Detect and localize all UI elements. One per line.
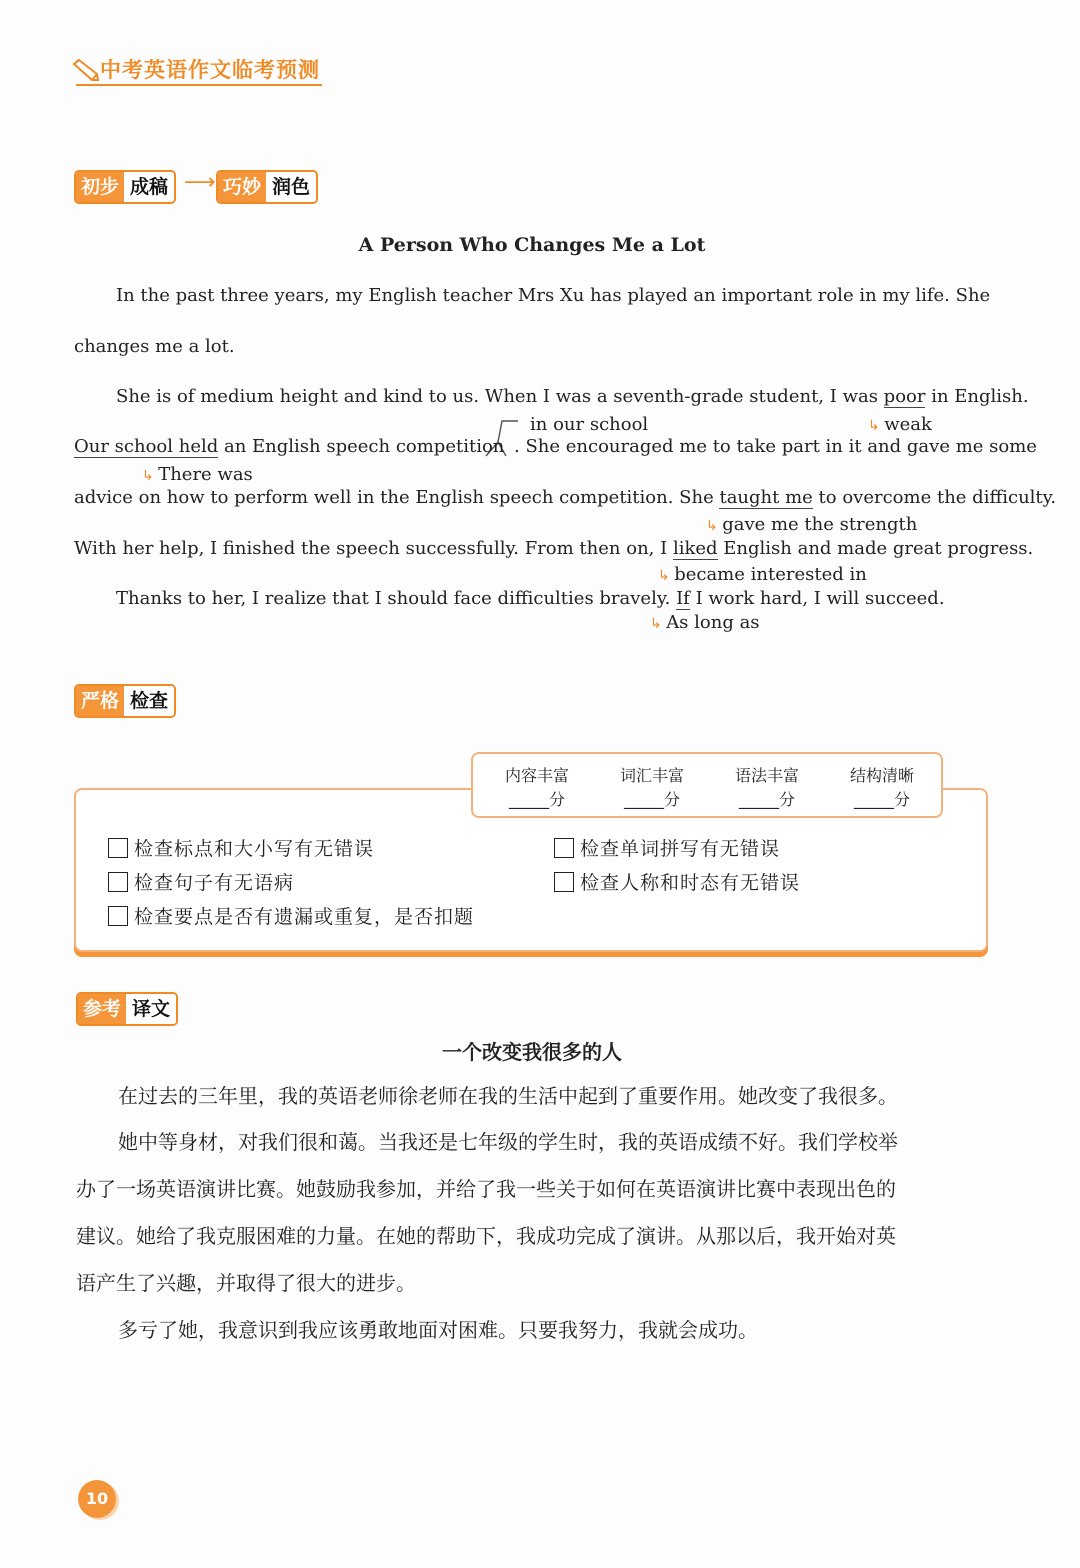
essay-text: English and made great progress. <box>717 538 1034 559</box>
correction-arrow-icon: ↳ <box>658 568 675 584</box>
translation-p3: 多亏了她，我意识到我应该勇敢地面对困难。只要我努力，我就会成功。 <box>118 1318 758 1342</box>
essay-p3-line1 <box>116 588 945 609</box>
score-blank: _____分 <box>623 790 680 809</box>
section-label-draft <box>74 170 176 204</box>
score-blank: _____分 <box>508 790 565 809</box>
checkbox[interactable] <box>108 906 128 926</box>
essay-text: an English speech competition <box>218 436 505 457</box>
score-grammar <box>717 764 817 812</box>
arrow-right-icon: ⟶ <box>184 170 216 195</box>
translation-title: 一个改变我很多的人 <box>442 1040 622 1064</box>
correction-text: weak <box>884 414 932 435</box>
section-label-draft-a: 初步 <box>76 172 124 202</box>
checklist-label: 检查标点和大小写有无错误 <box>134 838 375 860</box>
essay-p1-line1: In the past three years, my English teacher Mrs Xu has played an important role in my life. She <box>116 285 991 306</box>
translation-p1: 在过去的三年里，我的英语老师徐老师在我的生活中起到了重要作用。她改变了我很多。 <box>118 1084 898 1108</box>
correction-weak <box>868 414 932 435</box>
section-label-translation <box>76 992 178 1026</box>
checklist-label: 检查句子有无语病 <box>134 872 295 894</box>
marked-word: Our school held <box>74 436 219 457</box>
checkbox[interactable] <box>108 838 128 858</box>
translation-p2-line1: 她中等身材，对我们很和蔼。当我还是七年级的学生时，我的英语成绩不好。我们学校举 <box>118 1130 898 1154</box>
pencil-icon <box>70 58 104 84</box>
correction-in-our-school: in our school <box>530 414 649 435</box>
score-vocabulary <box>602 764 702 812</box>
score-content <box>487 764 587 812</box>
section-label-polish-b: 润色 <box>266 172 316 202</box>
essay-title: A Person Who Changes Me a Lot <box>358 234 706 256</box>
marked-word: taught me <box>719 487 813 508</box>
essay-text: She is of medium height and kind to us. When I was a seventh-grade student, I was <box>116 386 884 407</box>
marked-word: If <box>676 588 690 609</box>
section-label-check-b: 检查 <box>124 686 174 716</box>
marked-word: liked <box>672 538 718 559</box>
essay-p2-line2-b <box>514 436 1037 457</box>
correction-there-was <box>142 464 253 485</box>
correction-arrow-icon: ↳ <box>868 418 885 434</box>
checklist-item-key-points[interactable] <box>108 902 474 929</box>
correction-text: There was <box>158 464 253 485</box>
score-label: 语法丰富 <box>734 766 799 785</box>
section-label-translation-b: 译文 <box>126 994 176 1024</box>
checkbox[interactable] <box>554 872 574 892</box>
score-blank: _____分 <box>853 790 910 809</box>
marked-word: poor <box>883 386 926 407</box>
essay-text: With her help, I finished the speech successfully. From then on, I <box>74 538 673 559</box>
score-label: 结构清晰 <box>849 766 914 785</box>
score-blank: _____分 <box>738 790 795 809</box>
essay-p1-line2: changes me a lot. <box>74 336 235 357</box>
checklist-label: 检查单词拼写有无错误 <box>580 838 781 860</box>
checkbox[interactable] <box>108 872 128 892</box>
essay-p2-line3 <box>74 487 1056 508</box>
correction-gave-strength <box>706 514 917 535</box>
checkbox[interactable] <box>554 838 574 858</box>
checklist-label: 检查要点是否有遗漏或重复，是否扣题 <box>134 906 475 928</box>
section-label-translation-a: 参考 <box>78 994 126 1024</box>
score-structure <box>832 764 932 812</box>
checklist-item-sentences[interactable] <box>108 868 294 895</box>
correction-text: As long as <box>666 612 760 633</box>
checklist-item-person-tense[interactable] <box>554 868 800 895</box>
correction-text: gave me the strength <box>722 514 918 535</box>
correction-text: became interested in <box>674 564 867 585</box>
correction-as-long-as <box>650 612 760 633</box>
section-label-polish-a: 巧妙 <box>218 172 266 202</box>
correction-arrow-icon: ↳ <box>142 468 159 484</box>
translation-p2-line2: 办了一场英语演讲比赛。她鼓励我参加，并给了我一些关于如何在英语演讲比赛中表现出色的 <box>76 1177 896 1201</box>
essay-text: I work hard, I will succeed. <box>689 588 945 609</box>
checklist-label: 检查人称和时态有无错误 <box>580 872 801 894</box>
essay-text: . She encouraged me to take part in it and gave me some <box>514 436 1037 457</box>
page-number: 10 <box>78 1480 116 1518</box>
essay-text: advice on how to perform well in the English speech competition. She <box>74 487 720 508</box>
translation-p2-line4: 语产生了兴趣，并取得了很大的进步。 <box>76 1271 416 1295</box>
essay-p2-line1 <box>116 386 1029 407</box>
translation-p2-line3: 建议。她给了我克服困难的力量。在她的帮助下，我成功完成了演讲。从那以后，我开始对英 <box>76 1224 896 1248</box>
header-underline <box>76 84 322 86</box>
score-label: 词汇丰富 <box>619 766 684 785</box>
essay-p2-line4 <box>74 538 1033 559</box>
essay-p2-line2-a <box>74 436 504 457</box>
essay-text: Thanks to her, I realize that I should face difficulties bravely. <box>116 588 677 609</box>
header-title: 中考英语作文临考预测 <box>100 58 320 82</box>
essay-text: in English. <box>925 386 1029 407</box>
score-panel <box>471 752 943 818</box>
checklist-item-punctuation[interactable] <box>108 834 374 861</box>
correction-arrow-icon: ↳ <box>650 616 667 632</box>
section-label-draft-b: 成稿 <box>124 172 174 202</box>
section-label-check <box>74 684 176 718</box>
correction-became-interested <box>658 564 867 585</box>
score-label: 内容丰富 <box>504 766 569 785</box>
checklist-item-spelling[interactable] <box>554 834 780 861</box>
correction-arrow-icon: ↳ <box>706 518 723 534</box>
essay-text: to overcome the difficulty. <box>812 487 1057 508</box>
section-label-check-a: 严格 <box>76 686 124 716</box>
section-label-polish <box>216 170 318 204</box>
